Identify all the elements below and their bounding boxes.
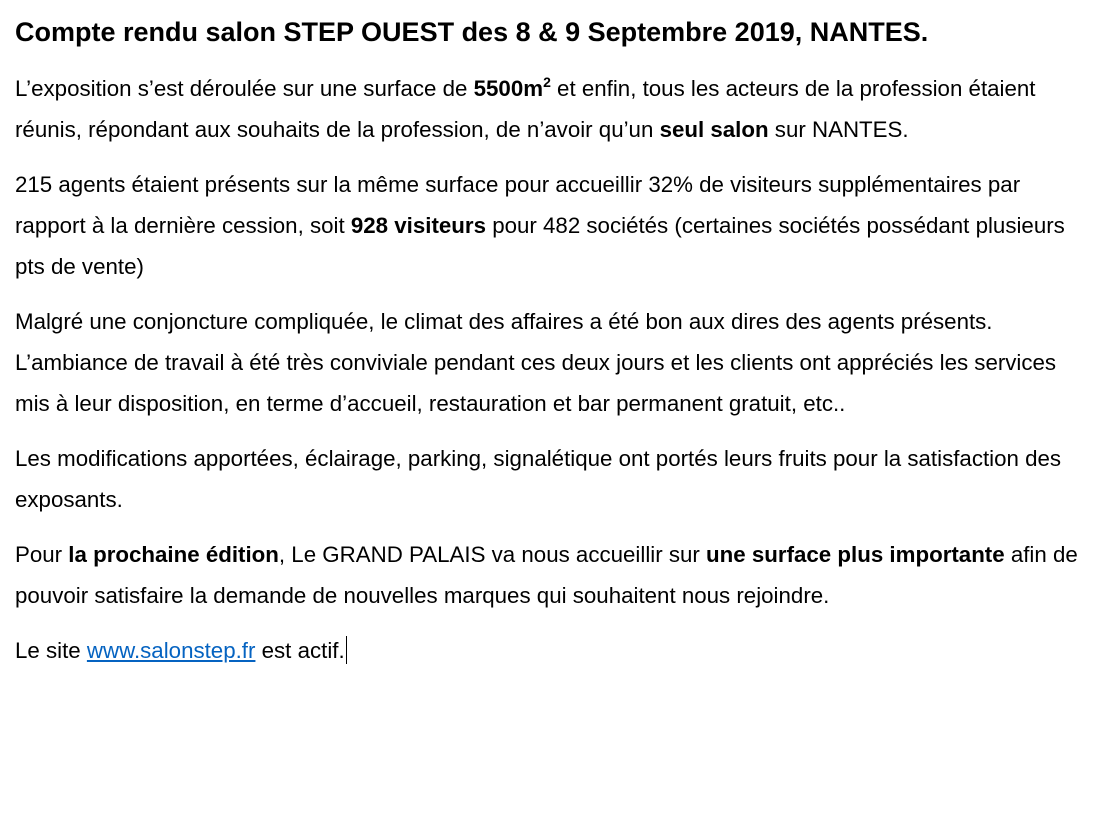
- text-span: et enfin, tous les acteurs de la profession étaient réunis, répondant aux souhaits de la profession, de n’avoir qu’un: [15, 76, 1036, 142]
- paragraph-surface: [15, 68, 1090, 150]
- text-span: est actif.: [255, 638, 345, 663]
- text-span: L’exposition s’est déroulée sur une surface de: [15, 76, 474, 101]
- bold-next-edition: la prochaine édition: [68, 542, 279, 567]
- paragraph-website: [15, 630, 1090, 671]
- website-link[interactable]: www.salonstep.fr: [86, 638, 256, 663]
- text-span: Le site: [15, 638, 87, 663]
- paragraph-modifications: [15, 438, 1090, 520]
- paragraph-business-climate: [15, 301, 1090, 424]
- document-page: [15, 14, 1090, 685]
- text-cursor: [346, 636, 347, 664]
- text-span: , Le GRAND PALAIS va nous accueillir sur: [278, 542, 707, 567]
- text-span: pour 482 sociétés (certaines sociétés possédant plusieurs pts de vente): [15, 213, 1065, 279]
- text-span: afin de pouvoir satisfaire la demande de nouvelles marques qui souhaitent nous rejoindre.: [15, 542, 1078, 608]
- text-span: Malgré une conjoncture compliquée, le climat des affaires a été bon aux dires des agents présents. L’ambiance de travail à été très conviviale pendant ces deux jours et les clients ont appréciés les services mis à leur disposition, en terme d’accueil, restauration et bar permanent gratuit, etc..: [15, 309, 1057, 416]
- text-span: Les modifications apportées, éclairage, parking, signalétique ont portés leurs fruits pour la satisfaction des exposants.: [15, 446, 1062, 512]
- document-title: Compte rendu salon STEP OUEST des 8 & 9 Septembre 2019, NANTES.: [15, 17, 929, 47]
- paragraph-next-edition: [15, 534, 1090, 616]
- bold-visitor-count: 928 visiteurs: [350, 213, 486, 238]
- bold-surface-value: [474, 76, 551, 101]
- paragraph-visitors: [15, 164, 1090, 287]
- superscript-two: 2: [543, 74, 551, 90]
- text-span: sur NANTES.: [768, 117, 909, 142]
- text-span: Pour: [15, 542, 69, 567]
- text-span: 215 agents étaient présents sur la même surface pour accueillir 32% de visiteurs supplémentaires par rapport à la dernière cession, soit: [15, 172, 1021, 238]
- bold-text: 5500m: [473, 76, 544, 101]
- bold-larger-surface: une surface plus importante: [706, 542, 1005, 567]
- bold-seul-salon: seul salon: [659, 117, 769, 142]
